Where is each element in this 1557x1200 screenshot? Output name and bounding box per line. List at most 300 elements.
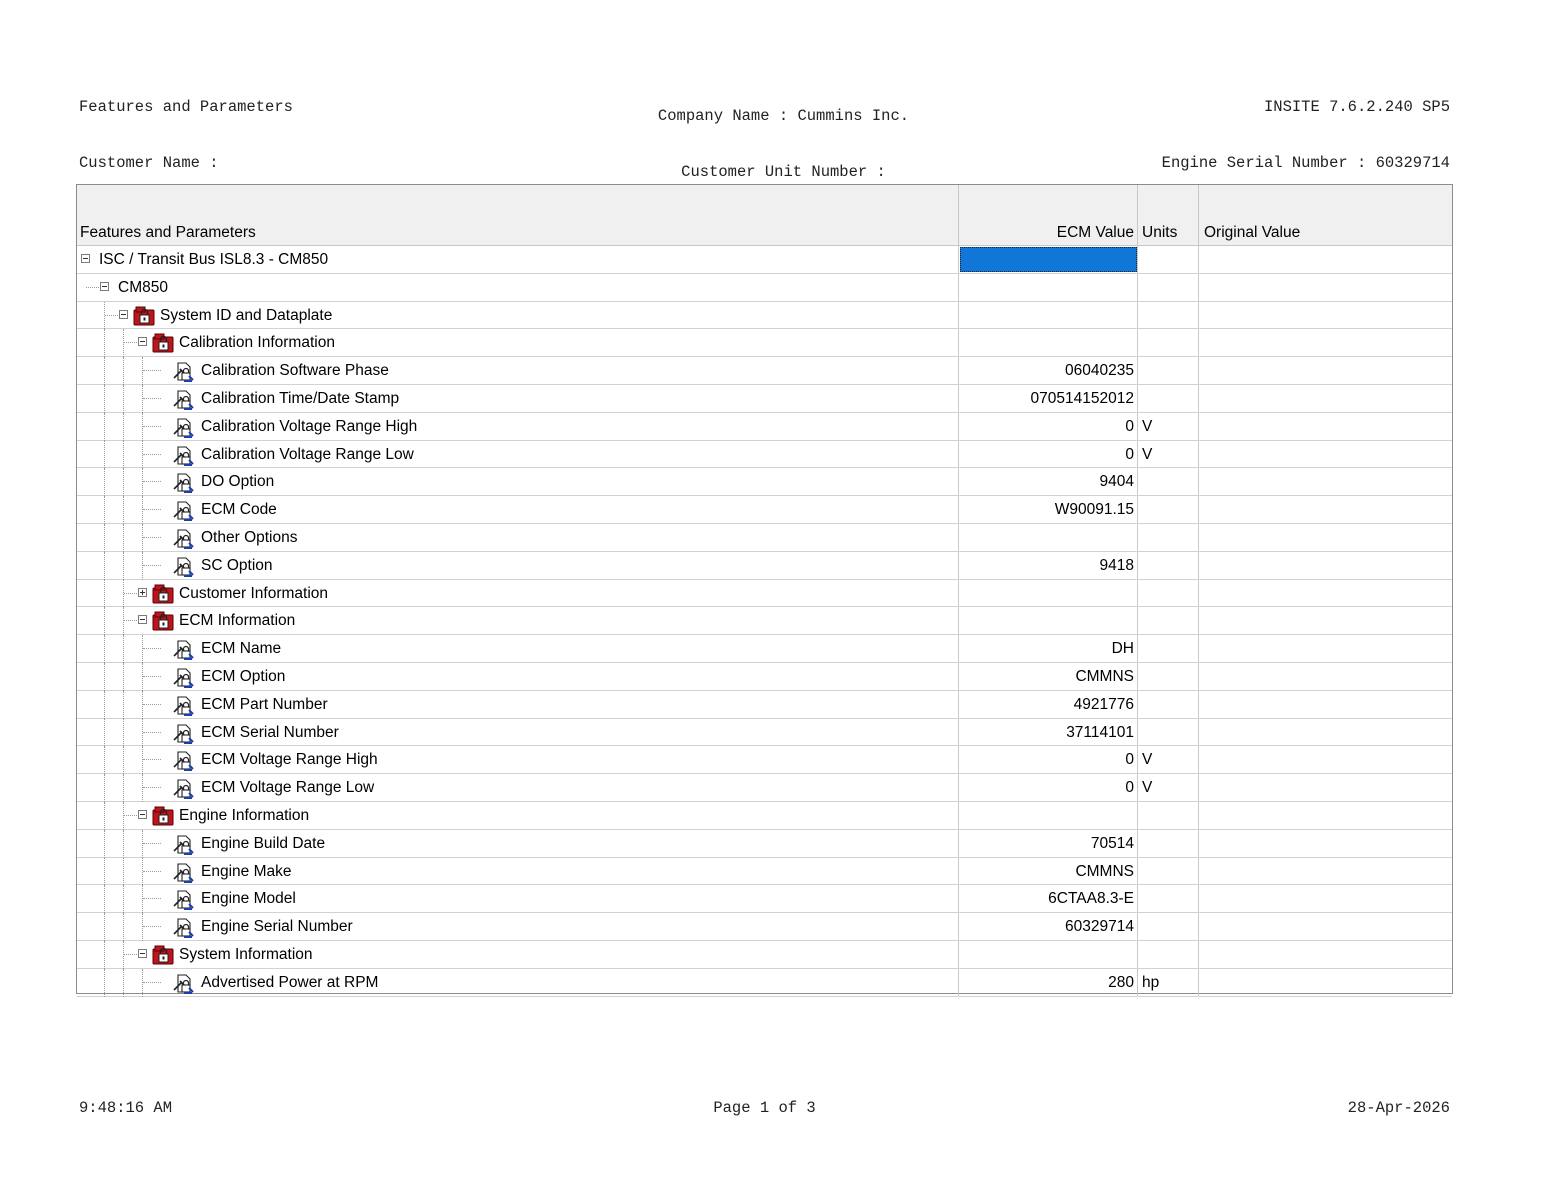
row-label: ECM Voltage Range Low (201, 779, 375, 797)
row-name-cell[interactable] (77, 885, 958, 912)
row-ecm-value: 9404 (1099, 473, 1134, 491)
locked-folder-icon (152, 944, 174, 965)
row-units-cell (1137, 774, 1199, 801)
row-ecm-value-cell[interactable] (958, 830, 1138, 857)
tree-guide-line (104, 941, 105, 969)
row-original-value-cell (1198, 941, 1453, 968)
report-title: Features and Parameters (79, 98, 293, 116)
row-name-cell[interactable] (77, 607, 958, 634)
row-label: Other Options (201, 529, 298, 546)
locked-parameter-icon (172, 388, 194, 410)
table-row-calibration-software-phase[interactable] (77, 357, 1452, 385)
row-units-cell (1137, 885, 1199, 912)
row-label: ISC / Transit Bus ISL8.3 - CM850 (99, 251, 329, 268)
row-original-value-cell (1198, 302, 1453, 329)
row-ecm-value: 070514152012 (1030, 390, 1134, 407)
collapse-minus-icon[interactable] (138, 949, 147, 958)
row-units (1138, 473, 1142, 490)
row-units-cell (1137, 913, 1199, 940)
row-original-value-cell (1198, 607, 1453, 634)
row-ecm-value-cell[interactable] (958, 635, 1138, 662)
tree-connector (143, 787, 161, 788)
row-label: Advertised Power at RPM (201, 973, 379, 991)
table-row-engine-make[interactable] (77, 858, 1452, 886)
locked-parameter-icon (172, 777, 194, 799)
row-ecm-value: 70514 (1090, 834, 1134, 852)
tree-guide-line (123, 913, 124, 941)
locked-parameter-icon (172, 360, 194, 382)
table-row-system-information[interactable] (77, 941, 1452, 969)
tree-guide-line (104, 802, 105, 830)
row-label: ECM Voltage Range High (201, 751, 378, 769)
row-ecm-value-cell[interactable] (958, 663, 1138, 690)
row-units (1138, 918, 1142, 935)
row-units (1138, 696, 1142, 713)
row-units: V (1142, 751, 1153, 769)
tree-guide-line (123, 858, 124, 886)
tree-guide-line (123, 830, 124, 858)
row-units-cell (1137, 635, 1199, 662)
tree-connector (143, 759, 161, 760)
table-row-ecm-voltage-range-high[interactable] (77, 746, 1452, 774)
row-ecm-value-cell[interactable] (958, 719, 1138, 746)
row-ecm-value-cell[interactable] (958, 552, 1138, 579)
row-units: V (1142, 417, 1153, 435)
tree-guide-line (123, 385, 124, 413)
tree-connector (143, 398, 161, 399)
row-label: Calibration Software Phase (201, 362, 389, 380)
table-row-ecm-option[interactable] (77, 663, 1452, 691)
locked-parameter-icon (172, 916, 194, 938)
tree-guide-line (142, 552, 143, 566)
collapse-minus-icon[interactable] (138, 810, 147, 819)
row-units (1138, 529, 1142, 546)
row-original-value-cell (1198, 830, 1453, 857)
row-name-cell[interactable] (77, 552, 958, 579)
column-header-units-label: Units (1142, 224, 1178, 241)
table-row-ecm-voltage-range-low[interactable] (77, 774, 1452, 802)
row-units-cell (1137, 524, 1199, 551)
tree-guide-line (104, 830, 105, 858)
tree-guide-line (123, 496, 124, 524)
row-original-value-cell (1198, 746, 1453, 773)
row-ecm-value: 6CTAA8.3-E (1048, 890, 1134, 908)
tree-guide-line (104, 746, 105, 774)
row-name-cell[interactable] (77, 969, 958, 996)
customer-unit-number: Customer Unit Number : (681, 162, 886, 181)
row-units: V (1142, 779, 1153, 797)
tree-guide-line (104, 635, 105, 663)
row-ecm-value-cell[interactable] (958, 246, 1138, 273)
row-label: DO Option (201, 473, 275, 491)
table-row-calibration-voltage-range-low[interactable] (77, 441, 1452, 469)
row-name-cell[interactable] (77, 858, 958, 885)
table-row-advertised-power-at-rpm[interactable] (77, 969, 1452, 997)
row-units: V (1142, 445, 1153, 463)
row-units-cell (1137, 441, 1199, 468)
tree-connector (143, 537, 161, 538)
row-label: Engine Build Date (201, 834, 326, 852)
row-units-cell (1137, 246, 1199, 273)
tree-connector (143, 704, 161, 705)
locked-parameter-icon (172, 527, 194, 549)
row-units-cell (1137, 413, 1199, 440)
tree-guide-line (142, 913, 143, 927)
row-ecm-value: 0 (1125, 417, 1134, 435)
row-ecm-value-cell[interactable] (958, 524, 1138, 551)
tree-connector (143, 871, 161, 872)
row-original-value-cell (1198, 246, 1453, 273)
row-units-cell (1137, 357, 1199, 384)
row-units-cell (1137, 329, 1199, 356)
tree-connector (143, 426, 161, 427)
locked-parameter-icon (172, 833, 194, 855)
tree-connector (143, 648, 161, 649)
table-row-calibration-information[interactable] (77, 329, 1452, 357)
row-units (1138, 668, 1142, 685)
row-units-cell (1137, 302, 1199, 329)
row-ecm-value-cell[interactable] (958, 746, 1138, 773)
row-units (1138, 251, 1142, 268)
row-label: ECM Part Number (201, 695, 328, 713)
column-header-ecm-value[interactable] (958, 185, 1138, 245)
row-units-cell (1137, 858, 1199, 885)
row-ecm-value: W90091.15 (1054, 501, 1134, 519)
locked-parameter-icon (172, 555, 194, 577)
report-header-center (560, 70, 1007, 200)
row-units: hp (1142, 973, 1160, 991)
row-name-cell[interactable] (77, 524, 958, 551)
table-row-system-id-and-dataplate[interactable] (77, 302, 1452, 330)
row-units-cell (1137, 385, 1199, 412)
row-name-cell[interactable] (77, 441, 958, 468)
row-original-value-cell (1198, 969, 1453, 996)
locked-parameter-icon (172, 444, 194, 466)
company-name: Company Name : Cummins Inc. (657, 107, 910, 125)
locked-parameter-icon (172, 861, 194, 883)
tree-connector (124, 342, 137, 343)
tree-guide-line (104, 691, 105, 719)
row-name-cell[interactable] (77, 663, 958, 690)
tree-guide-line (123, 774, 124, 802)
tree-guide-line (123, 746, 124, 774)
row-ecm-value-cell[interactable] (958, 802, 1138, 829)
table-row-engine-information[interactable] (77, 802, 1452, 830)
row-original-value-cell (1198, 441, 1453, 468)
row-name-cell[interactable] (77, 385, 958, 412)
row-original-value-cell (1198, 274, 1453, 301)
tree-guide-line (123, 719, 124, 747)
row-ecm-value: 60329714 (1065, 918, 1134, 936)
tree-connector (143, 898, 161, 899)
row-name-cell[interactable] (77, 691, 958, 718)
row-ecm-value: 0 (1125, 779, 1134, 797)
row-label: Engine Model (201, 890, 296, 908)
row-name-cell[interactable] (77, 830, 958, 857)
locked-parameter-icon (172, 749, 194, 771)
tree-connector (143, 732, 161, 733)
row-name-cell[interactable] (77, 802, 958, 829)
locked-parameter-icon (172, 666, 194, 688)
tree-guide-line (104, 719, 105, 747)
table-row-ecm-code[interactable] (77, 496, 1452, 524)
tree-connector (124, 620, 137, 621)
row-units (1138, 724, 1142, 741)
row-label: System ID and Dataplate (160, 306, 333, 324)
row-name-cell[interactable] (77, 274, 958, 301)
table-row-engine-serial-number[interactable] (77, 913, 1452, 941)
row-name-cell[interactable] (77, 329, 958, 356)
locked-parameter-icon (172, 416, 194, 438)
row-original-value-cell (1198, 524, 1453, 551)
row-ecm-value-cell[interactable] (958, 691, 1138, 718)
row-units (1138, 501, 1142, 518)
tree-guide-line (142, 774, 143, 788)
row-units (1138, 890, 1142, 907)
row-ecm-value-cell[interactable] (958, 385, 1138, 412)
row-units-cell (1137, 719, 1199, 746)
tree-connector (143, 982, 161, 983)
collapse-minus-icon[interactable] (138, 615, 147, 624)
row-units-cell (1137, 941, 1199, 968)
row-name-cell[interactable] (77, 913, 958, 940)
table-row-engine-build-date[interactable] (77, 830, 1452, 858)
table-row-ecm-information[interactable] (77, 607, 1452, 635)
row-units-cell (1137, 830, 1199, 857)
customer-name: Customer Name : (79, 153, 219, 172)
row-name-cell[interactable] (77, 357, 958, 384)
row-original-value-cell (1198, 719, 1453, 746)
row-units (1138, 390, 1142, 407)
row-ecm-value: 9418 (1099, 556, 1134, 574)
row-ecm-value: 0 (1125, 445, 1134, 463)
locked-folder-icon (152, 332, 174, 353)
row-label: Engine Information (179, 807, 310, 824)
row-ecm-value-cell[interactable] (958, 913, 1138, 940)
row-original-value-cell (1198, 385, 1453, 412)
tree-guide-line (123, 691, 124, 719)
collapse-minus-icon[interactable] (119, 310, 128, 319)
row-label: CM850 (118, 278, 168, 296)
row-units-cell (1137, 552, 1199, 579)
row-original-value-cell (1198, 552, 1453, 579)
tree-connector (124, 815, 137, 816)
row-name-cell[interactable] (77, 496, 958, 523)
tree-connector (124, 954, 137, 955)
collapse-minus-icon[interactable] (138, 337, 147, 346)
row-name-cell[interactable] (77, 580, 958, 607)
tree-guide-line (104, 552, 105, 580)
expand-plus-icon[interactable] (138, 588, 147, 597)
collapse-minus-icon[interactable] (81, 254, 90, 263)
locked-parameter-icon (172, 722, 194, 744)
row-ecm-value-cell[interactable] (958, 969, 1138, 996)
tree-guide-line (104, 413, 105, 441)
tree-connector (143, 926, 161, 927)
row-units (1138, 640, 1142, 657)
collapse-minus-icon[interactable] (100, 282, 109, 291)
table-row-sc-option[interactable] (77, 552, 1452, 580)
locked-folder-icon (152, 610, 174, 631)
row-units (1138, 863, 1142, 880)
tree-guide-line (104, 913, 105, 941)
row-name-cell[interactable] (77, 746, 958, 773)
tree-connector (143, 509, 161, 510)
tree-guide-line (123, 663, 124, 691)
tree-guide-line (104, 858, 105, 886)
row-original-value-cell (1198, 774, 1453, 801)
row-ecm-value-cell[interactable] (958, 357, 1138, 384)
table-row-ecm-name[interactable] (77, 635, 1452, 663)
row-ecm-value-cell[interactable] (958, 441, 1138, 468)
tree-guide-line (104, 663, 105, 691)
table-row-customer-information[interactable] (77, 580, 1452, 608)
column-header-original-value[interactable] (1198, 185, 1453, 245)
row-original-value-cell (1198, 858, 1453, 885)
locked-folder-icon (152, 805, 174, 826)
table-row-ecm-part-number[interactable] (77, 691, 1452, 719)
row-name-cell[interactable] (77, 246, 958, 273)
row-name-cell[interactable] (77, 302, 958, 329)
row-units (1138, 557, 1142, 574)
row-label: Calibration Information (179, 334, 335, 352)
row-ecm-value-cell[interactable] (958, 941, 1138, 968)
table-row-calibration-voltage-range-high[interactable] (77, 413, 1452, 441)
row-units (1138, 307, 1142, 324)
row-original-value-cell (1198, 913, 1453, 940)
row-original-value-cell (1198, 663, 1453, 690)
tree-guide-line (123, 885, 124, 913)
locked-parameter-icon (172, 694, 194, 716)
table-row-do-option[interactable] (77, 468, 1452, 496)
locked-parameter-icon (172, 499, 194, 521)
row-label: Calibration Voltage Range High (201, 417, 418, 435)
row-original-value-cell (1198, 329, 1453, 356)
tree-guide-line (104, 774, 105, 802)
column-header-units[interactable] (1137, 185, 1199, 245)
row-units-cell (1137, 746, 1199, 773)
tree-connector (143, 370, 161, 371)
row-ecm-value: CMMNS (1075, 862, 1134, 880)
row-units-cell (1137, 969, 1199, 996)
row-label: ECM Option (201, 668, 286, 685)
table-row-calibration-time-date-stamp[interactable] (77, 385, 1452, 413)
tree-guide-line (104, 607, 105, 635)
row-label: Engine Make (201, 862, 292, 880)
row-units-cell (1137, 802, 1199, 829)
row-ecm-value-cell[interactable] (958, 274, 1138, 301)
row-units (1138, 362, 1142, 379)
tree-guide-line (123, 413, 124, 441)
tree-connector (143, 454, 161, 455)
column-header-name[interactable] (77, 185, 958, 245)
locked-folder-icon (152, 583, 174, 604)
tree-guide-line (104, 468, 105, 496)
tree-guide-line (104, 496, 105, 524)
row-ecm-value-cell[interactable] (958, 885, 1138, 912)
tree-connector (143, 481, 161, 482)
table-row-engine-model[interactable] (77, 885, 1452, 913)
row-ecm-value: CMMNS (1075, 668, 1134, 685)
row-ecm-value-cell[interactable] (958, 468, 1138, 495)
row-original-value-cell (1198, 691, 1453, 718)
row-name-cell[interactable] (77, 719, 958, 746)
features-parameters-table (76, 184, 1453, 994)
row-ecm-value-cell[interactable] (958, 329, 1138, 356)
tree-connector (124, 593, 137, 594)
row-units-cell (1137, 580, 1199, 607)
row-ecm-value: 0 (1125, 751, 1134, 769)
row-units-cell (1137, 496, 1199, 523)
row-ecm-value: 37114101 (1066, 723, 1134, 741)
row-ecm-value-cell[interactable] (958, 496, 1138, 523)
row-units-cell (1137, 607, 1199, 634)
row-label: ECM Serial Number (201, 723, 339, 741)
table-row-isc-transit-bus-isl8-3-cm850[interactable] (77, 246, 1452, 274)
tree-guide-line (104, 385, 105, 413)
tree-connector (143, 565, 161, 566)
row-units-cell (1137, 468, 1199, 495)
row-label: ECM Name (201, 640, 282, 658)
row-name-cell[interactable] (77, 774, 958, 801)
row-original-value-cell (1198, 413, 1453, 440)
row-original-value-cell (1198, 802, 1453, 829)
footer-date: 28-Apr-2026 (1347, 1099, 1450, 1117)
tree-guide-line (104, 580, 105, 608)
row-units (1138, 835, 1142, 852)
tree-guide-line (104, 357, 105, 385)
row-name-cell[interactable] (77, 635, 958, 662)
footer-time: 9:48:16 AM (79, 1099, 173, 1117)
row-original-value-cell (1198, 468, 1453, 495)
row-ecm-value-cell[interactable] (958, 858, 1138, 885)
row-ecm-value-cell[interactable] (958, 413, 1138, 440)
row-name-cell[interactable] (77, 468, 958, 495)
row-label: Calibration Voltage Range Low (201, 445, 414, 463)
row-ecm-value: 280 (1108, 973, 1134, 991)
row-name-cell[interactable] (77, 413, 958, 440)
row-label: ECM Code (201, 501, 277, 519)
tree-guide-line (104, 524, 105, 552)
row-ecm-value-cell[interactable] (958, 302, 1138, 329)
row-original-value-cell (1198, 357, 1453, 384)
row-original-value-cell (1198, 580, 1453, 607)
column-header-original-value-label: Original Value (1204, 224, 1301, 241)
tree-guide-line (123, 441, 124, 469)
footer-page-number: Page 1 of 3 (713, 1099, 816, 1117)
row-ecm-value-cell[interactable] (958, 607, 1138, 634)
selected-cell-highlight[interactable] (960, 247, 1137, 272)
row-label: SC Option (201, 556, 273, 574)
row-ecm-value-cell[interactable] (958, 774, 1138, 801)
table-row-ecm-serial-number[interactable] (77, 719, 1452, 747)
row-units-cell (1137, 274, 1199, 301)
row-original-value-cell (1198, 885, 1453, 912)
tree-connector (86, 287, 99, 288)
table-row-cm850[interactable] (77, 274, 1452, 302)
row-units (1138, 279, 1142, 296)
row-original-value-cell (1198, 496, 1453, 523)
tree-guide-line (123, 468, 124, 496)
locked-parameter-icon (172, 471, 194, 493)
row-label: ECM Information (179, 612, 296, 630)
engine-serial-number: Engine Serial Number : 60329714 (1161, 153, 1450, 172)
table-row-other-options[interactable] (77, 524, 1452, 552)
locked-parameter-icon (172, 972, 194, 994)
row-name-cell[interactable] (77, 941, 958, 968)
row-ecm-value-cell[interactable] (958, 580, 1138, 607)
row-units (1138, 946, 1142, 963)
